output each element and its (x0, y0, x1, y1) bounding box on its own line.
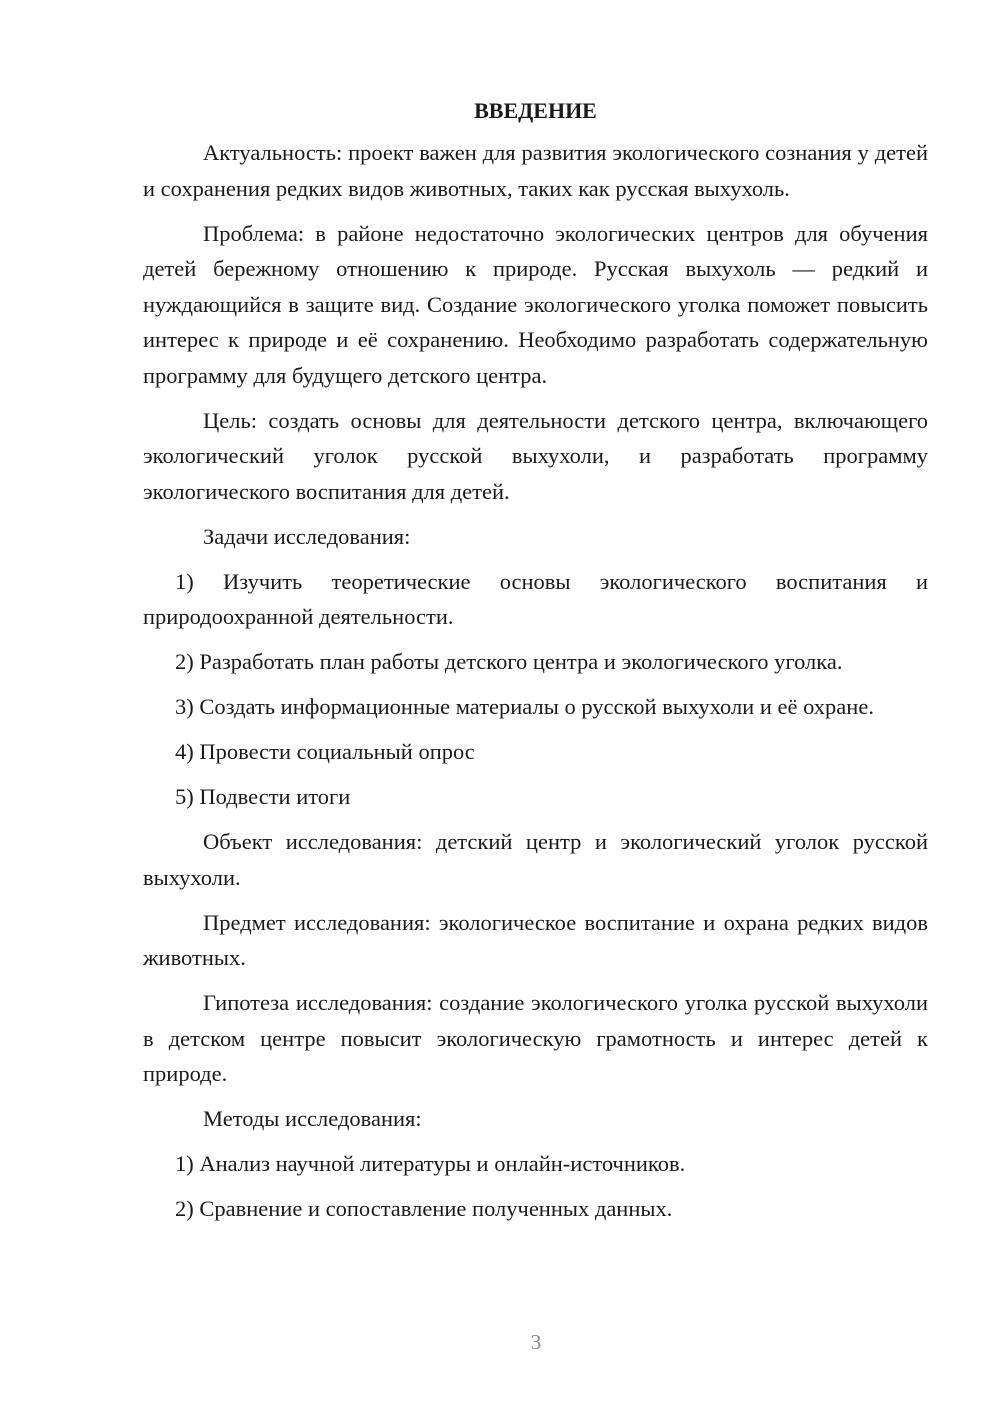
task-item: 3) Создать информационные материалы о русской выхухоли и её охране. (175, 694, 874, 719)
goal-paragraph: Цель: создать основы для деятельности детского центра, включающего экологический уголок русской выхухоли, и разработать программу экологического воспитания для детей. (143, 407, 928, 504)
section-heading: ВВЕДЕНИЕ (474, 98, 597, 123)
document-page (143, 93, 928, 1227)
method-item: 2) Сравнение и сопоставление полученных данных. (175, 1196, 673, 1221)
task-item: 1) Изучить теоретические основы экологического воспитания и природоохранной деятельности. (143, 568, 928, 629)
page-number: 3 (530, 1330, 542, 1354)
task-item: 2) Разработать план работы детского центра и экологического уголка. (175, 649, 843, 674)
problem-paragraph: Проблема: в районе недостаточно экологических центров для обучения детей бережному отношению к природе. Русская выхухоль — редкий и нуждающийся в защите вид. Создание экологического уголка поможет повысить интерес к природе и её сохранению. Необходимо разработать содержательную программу для будущего детского центра. (143, 220, 928, 388)
tasks-intro: Задачи исследования: (203, 523, 411, 549)
object-paragraph: Объект исследования: детский центр и экологический уголок русской выхухоли. (143, 829, 928, 890)
hypothesis-paragraph: Гипотеза исследования: создание экологического уголка русской выхухоли в детском центре повысит экологическую грамотность и интерес детей к природе. (143, 990, 928, 1086)
methods-intro: Методы исследования: (203, 1106, 422, 1131)
relevance-paragraph: Актуальность: проект важен для развития экологического сознания у детей и сохранения редких видов животных, таких как русская выхухоль. (143, 140, 928, 201)
subject-paragraph: Предмет исследования: экологическое воспитание и охрана редких видов животных. (143, 909, 928, 970)
method-item: 1) Анализ научной литературы и онлайн-источников. (175, 1151, 686, 1176)
task-item: 5) Подвести итоги (175, 784, 351, 809)
task-item: 4) Провести социальный опрос (175, 739, 475, 764)
